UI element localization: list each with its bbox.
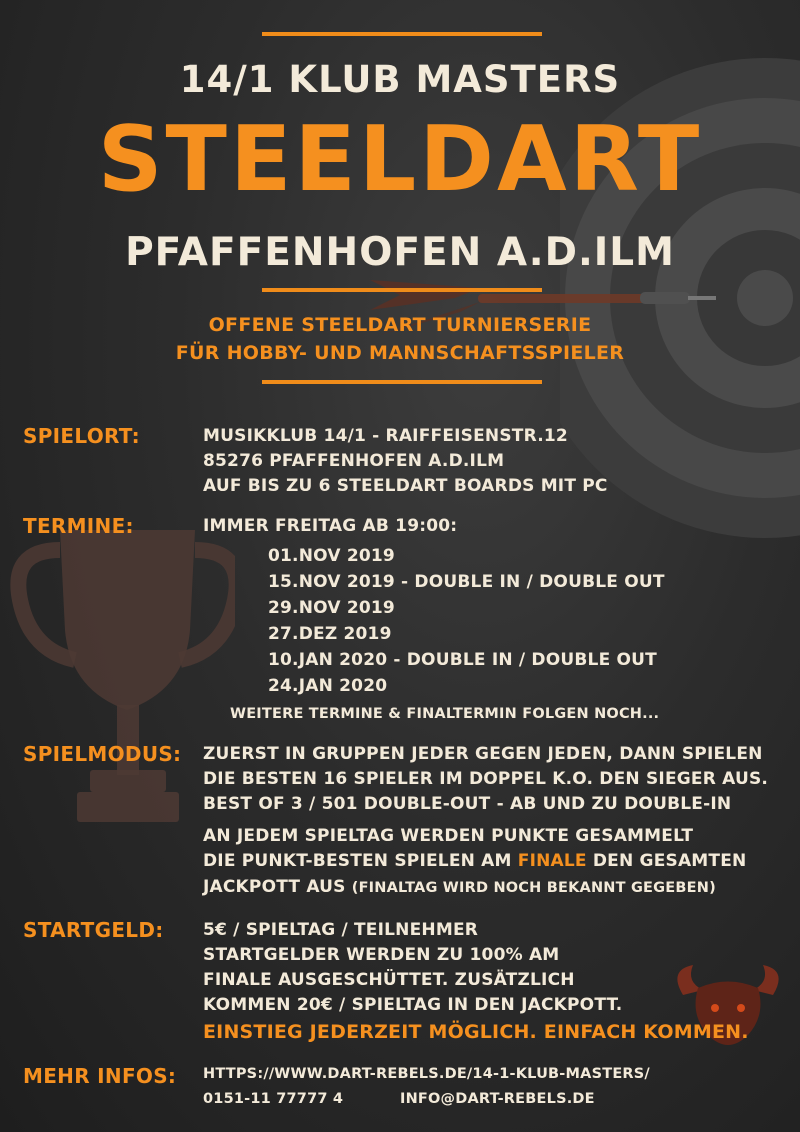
einstieg-highlight: EINSTIEG JEDERZEIT MÖGLICH. EINFACH KOMMEN. (203, 1021, 749, 1043)
spielmodus-line: BEST OF 3 / 501 DOUBLE-OUT - AB UND ZU DOUBLE-IN (203, 794, 732, 814)
email-link[interactable]: INFO@DART-REBELS.DE (400, 1091, 595, 1107)
termin-date: 15.NOV 2019 - DOUBLE IN / DOUBLE OUT (268, 572, 665, 592)
termin-date: 24.JAN 2020 (268, 676, 388, 696)
info-label: MEHR INFOS: (23, 1064, 177, 1088)
website-link[interactable]: HTTPS://WWW.DART-REBELS.DE/14-1-KLUB-MASTERS/ (203, 1066, 650, 1082)
termine-label: TERMINE: (23, 514, 134, 538)
phone-number[interactable]: 0151-11 77777 4 (203, 1091, 344, 1107)
spielmodus-text: DEN GESAMTEN (586, 851, 747, 871)
startgeld-line: 5€ / SPIELTAG / TEILNEHMER (203, 920, 479, 940)
termin-date: 29.NOV 2019 (268, 598, 395, 618)
finale-highlight: FINALE (517, 851, 587, 871)
middle-divider (262, 288, 542, 292)
event-title: 14/1 KLUB MASTERS (179, 58, 621, 101)
termine-intro: IMMER FREITAG AB 19:00: (203, 516, 458, 536)
startgeld-line: STARTGELDER WERDEN ZU 100% AM (203, 945, 560, 965)
subtitle-line-2: FÜR HOBBY- UND MANNSCHAFTSSPIELER (175, 342, 625, 364)
finaltag-note: (FINALTAG WIRD NOCH BEKANNT GEGEBEN) (351, 880, 716, 896)
spielmodus-line: DIE BESTEN 16 SPIELER IM DOPPEL K.O. DEN SIEGER AUS. (203, 769, 769, 789)
location-title: PFAFFENHOFEN A.D.ILM (125, 230, 675, 275)
startgeld-line: KOMMEN 20€ / SPIELTAG IN DEN JACKPOTT. (203, 995, 623, 1015)
spielmodus-text: JACKPOTT AUS (203, 877, 352, 897)
top-divider (262, 32, 542, 36)
spielort-label: SPIELORT: (23, 424, 140, 448)
main-title: STEELDART (97, 107, 703, 212)
termine-note: WEITERE TERMINE & FINALTERMIN FOLGEN NOCH... (230, 706, 660, 722)
spielmodus-line: ZUERST IN GRUPPEN JEDER GEGEN JEDEN, DANN SPIELEN (203, 744, 763, 764)
trophy-illustration (5, 520, 235, 850)
bottom-divider (262, 380, 542, 384)
spielmodus-label: SPIELMODUS: (23, 742, 182, 766)
bull-logo-icon (668, 960, 788, 1060)
spielmodus-line-finale (203, 851, 746, 871)
spielmodus-line: AN JEDEM SPIELTAG WERDEN PUNKTE GESAMMELT (203, 826, 694, 846)
subtitle-line-1: OFFENE STEELDART TURNIERSERIE (208, 314, 592, 336)
spielmodus-text: DIE PUNKT-BESTEN SPIELEN AM (203, 851, 518, 871)
termin-date: 27.DEZ 2019 (268, 624, 392, 644)
termin-date: 01.NOV 2019 (268, 546, 395, 566)
termin-date: 10.JAN 2020 - DOUBLE IN / DOUBLE OUT (268, 650, 657, 670)
spielort-line: MUSIKKLUB 14/1 - RAIFFEISENSTR.12 (203, 426, 568, 446)
startgeld-line: FINALE AUSGESCHÜTTET. ZUSÄTZLICH (203, 970, 575, 990)
spielort-line: 85276 PFAFFENHOFEN A.D.ILM (203, 451, 505, 471)
startgeld-label: STARTGELD: (23, 918, 164, 942)
spielort-line: AUF BIS ZU 6 STEELDART BOARDS MIT PC (203, 476, 608, 496)
spielmodus-line-jackpott (203, 877, 716, 897)
